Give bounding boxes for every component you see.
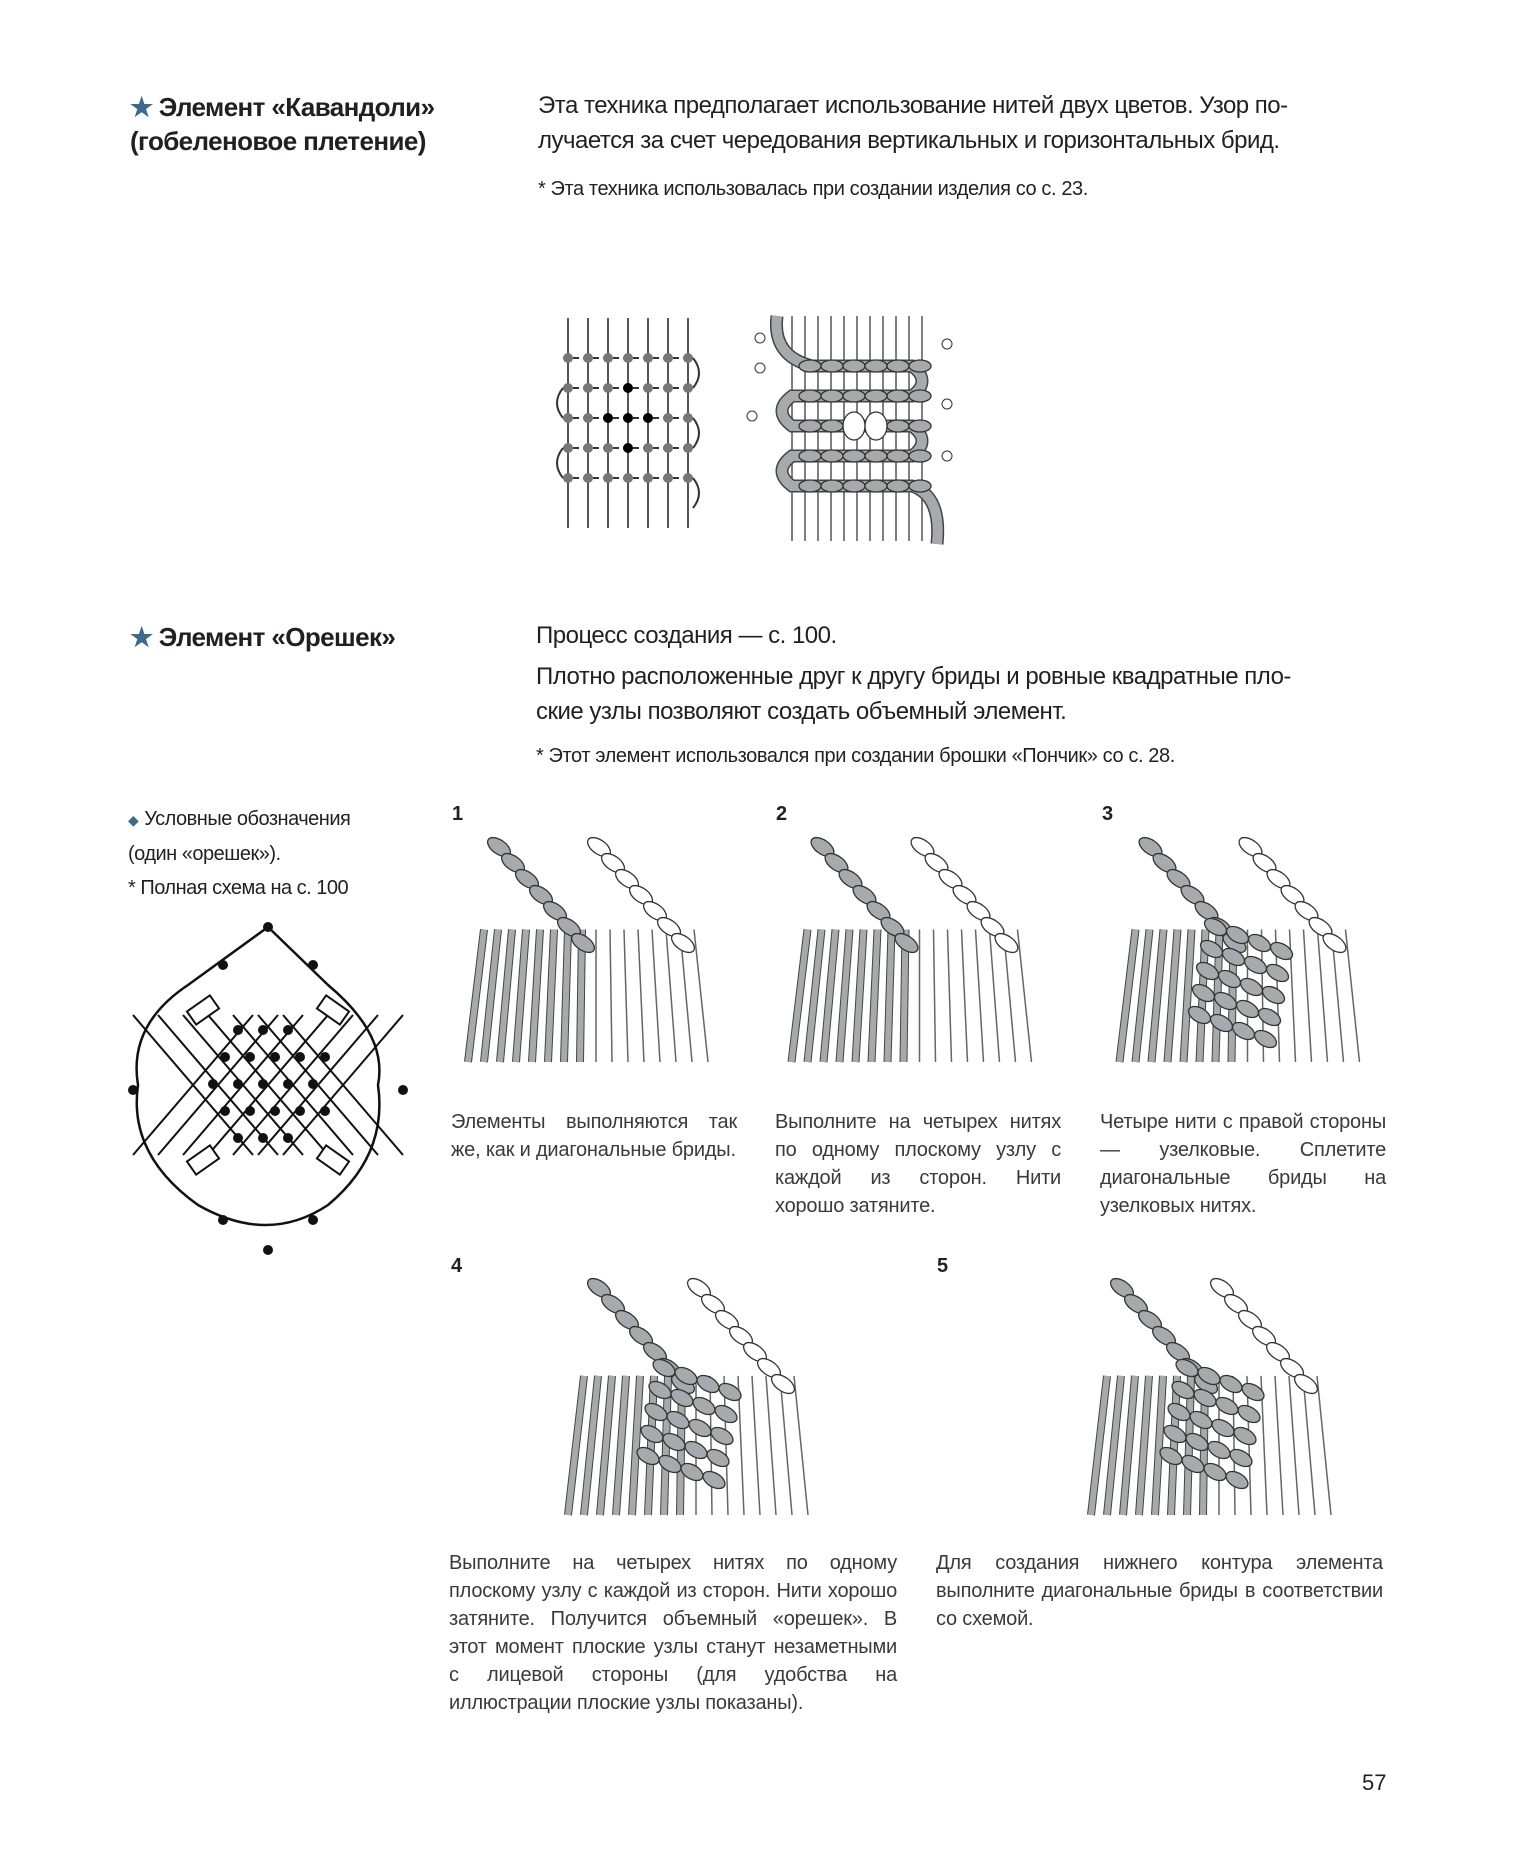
pin-icon [942, 451, 952, 461]
knot-bead [887, 450, 909, 462]
knot-dot [603, 413, 613, 423]
knot-dot [233, 1133, 243, 1143]
knot-bead [865, 360, 887, 372]
process-reference: Процесс создания — с. 100. [536, 622, 837, 649]
body-line: Эта техника предполагает использование нитей двух цветов. Узор по- [538, 92, 1288, 119]
knot-dot [623, 473, 633, 483]
gray-knot [1242, 953, 1270, 977]
thread [1303, 1376, 1315, 1515]
thread [468, 930, 484, 1063]
knot-dot [220, 1106, 230, 1116]
turn-curve [693, 478, 699, 508]
knot-dot [218, 1215, 228, 1225]
knot-dot [398, 1085, 408, 1095]
knot-bead [909, 420, 931, 432]
step-number: 4 [451, 1255, 463, 1277]
gray-knot [686, 1416, 714, 1440]
step-number: 2 [776, 803, 788, 825]
knot-dot [583, 473, 593, 483]
legend [128, 802, 350, 905]
thread [780, 1376, 792, 1515]
knot-bead [799, 390, 821, 402]
thread [824, 930, 836, 1063]
knot-dot [283, 1079, 293, 1089]
knot-dot [623, 413, 633, 423]
thread [1317, 1376, 1331, 1515]
knot-dot [563, 353, 573, 363]
step-caption: Четыре нити с правой стороны — узелковые. Сплетите диагональные бриды на узелковых нитях. [1100, 1111, 1386, 1217]
knot-dot [583, 443, 593, 453]
thread [632, 1376, 640, 1515]
knot-dot [270, 1052, 280, 1062]
section1-body [538, 88, 1398, 158]
body-line: лучается за счет чередования вертикальных и горизонтальных брид. [538, 127, 1280, 154]
gray-knot [1209, 1416, 1237, 1440]
step-caption: Выполните на четырех нитях по одному плоскому узлу с каждой из сторон. Нити хорошо затяните. [775, 1111, 1061, 1217]
title-line: (гобеленовое плетение) [130, 126, 426, 156]
thread [808, 930, 822, 1063]
step-caption: Для создания нижнего контура элемента выполните диагональные бриды в соответствии со схемой. [936, 1552, 1383, 1630]
cavandoli-illustration [752, 316, 972, 546]
thread [1018, 930, 1032, 1063]
knot-bead [909, 390, 931, 402]
thread [624, 930, 628, 1063]
turn-curve [557, 448, 563, 478]
pin-icon [755, 333, 765, 343]
thread [792, 930, 808, 1063]
knot-dot [583, 383, 593, 393]
knot-bead [799, 360, 821, 372]
knot-dot [603, 353, 613, 363]
knot-bead [799, 480, 821, 492]
step-caption: Элементы выполняются так же, как и диагональные бриды. [451, 1111, 737, 1161]
thread [1136, 930, 1150, 1063]
knot-dot [218, 960, 228, 970]
knot-dot [263, 922, 273, 932]
diamond-bullet-icon: ◆ [128, 812, 139, 828]
knot-dot [128, 1085, 138, 1095]
thread [872, 930, 878, 1063]
knot-dot [643, 383, 653, 393]
knot-bead [865, 450, 887, 462]
turn-curve [693, 358, 699, 388]
knot-dot [683, 413, 693, 423]
knot-bead [799, 420, 821, 432]
knot-dot [643, 353, 653, 363]
thread [564, 930, 568, 1063]
gray-knot [700, 1468, 728, 1492]
gray-knot [1260, 983, 1288, 1007]
knot-dot [663, 353, 673, 363]
thread [1091, 1376, 1107, 1515]
knot-bead [909, 360, 931, 372]
outline [137, 927, 380, 1225]
knot-dot [563, 413, 573, 423]
step-1-illustration [459, 817, 729, 1067]
knot-bead [843, 450, 865, 462]
knot-dot [308, 1079, 318, 1089]
gray-knot [1246, 931, 1274, 955]
thread [1275, 1376, 1283, 1515]
thread [500, 930, 512, 1063]
title-line: Элемент «Кавандоли» [158, 92, 435, 122]
knot-dot [563, 443, 573, 453]
knot-dot [623, 383, 633, 393]
knot-dot [623, 353, 633, 363]
knot-bead [821, 420, 843, 432]
knot-dot [683, 473, 693, 483]
pin-icon [942, 399, 952, 409]
knot-dot [320, 1052, 330, 1062]
star-icon: ★ [130, 92, 153, 122]
thread [794, 1376, 808, 1515]
knot-bead [843, 480, 865, 492]
gray-knot [690, 1394, 718, 1418]
pin-icon [942, 339, 952, 349]
thread [976, 930, 984, 1063]
thread [694, 930, 708, 1063]
thread [584, 1376, 598, 1515]
knot-bead [887, 420, 909, 432]
section-title-cavandoli [130, 90, 434, 158]
thread [484, 930, 498, 1063]
knot-dot [233, 1079, 243, 1089]
gray-knot [1213, 1394, 1241, 1418]
legend-note: * Полная схема на с. 100 [128, 877, 349, 899]
knot-dot [295, 1052, 305, 1062]
knot-bead [865, 412, 887, 440]
gray-knot [694, 1372, 722, 1396]
oreshek-scheme-diagram [128, 915, 418, 1280]
knot-dot [683, 353, 693, 363]
step-5-illustration [1050, 1258, 1384, 1520]
knot-dot [623, 443, 633, 453]
knot-dot [233, 1025, 243, 1035]
thread [948, 930, 952, 1063]
knot-dot [603, 383, 613, 393]
knot-dot [258, 1079, 268, 1089]
thread [752, 1376, 760, 1515]
knot-bead [887, 360, 909, 372]
knot-dot [643, 473, 653, 483]
cavandoli-scheme-diagram [548, 318, 708, 533]
body-line: Плотно расположенные друг к другу бриды и ровные квадратные пло- [536, 663, 1291, 690]
knot-bead [909, 480, 931, 492]
thread [568, 1376, 584, 1515]
thread [1152, 930, 1164, 1063]
thread [666, 930, 676, 1063]
flat-knot-box [317, 1145, 349, 1174]
thread [1233, 1376, 1235, 1515]
knot-dot [295, 1106, 305, 1116]
knot-dot [263, 1245, 273, 1255]
thread [766, 1376, 776, 1515]
step-2-illustration [775, 817, 1060, 1067]
knot-dot [245, 1106, 255, 1116]
knot-bead [887, 480, 909, 492]
knot-dot [603, 443, 613, 453]
knot-dot [603, 473, 613, 483]
thread [1107, 1376, 1121, 1515]
section2-note: * Этот элемент использовался при создании брошки «Пончик» со с. 28. [536, 745, 1175, 767]
thread [610, 930, 612, 1063]
thread [532, 930, 540, 1063]
knot-dot [663, 443, 673, 453]
knot-bead [821, 360, 843, 372]
gray-knot [1252, 1027, 1280, 1051]
knot-dot [583, 353, 593, 363]
legend-subtitle: (один «орешек»). [128, 843, 281, 865]
knot-bead [821, 390, 843, 402]
knot-bead [843, 412, 865, 440]
turn-curve [557, 388, 563, 418]
gray-knot [1256, 1005, 1284, 1029]
pin-icon [747, 411, 757, 421]
thread [856, 930, 864, 1063]
section1-note: * Эта техника использовалась при создании изделия со с. 23. [538, 178, 1088, 200]
thread [1184, 930, 1192, 1063]
thread [1171, 1376, 1177, 1515]
gray-knot [1223, 1468, 1251, 1492]
thread [548, 930, 554, 1063]
thread [934, 930, 936, 1063]
knot-bead [865, 390, 887, 402]
thread [1318, 930, 1328, 1063]
thread [1346, 930, 1360, 1063]
thread [1289, 1376, 1299, 1515]
thread [1120, 930, 1136, 1063]
gray-knot [1217, 1372, 1245, 1396]
knot-dot [320, 1106, 330, 1116]
flat-knot-box [187, 995, 219, 1024]
thread [1155, 1376, 1163, 1515]
thread [1123, 1376, 1135, 1515]
knot-dot [308, 1215, 318, 1225]
gray-knot [704, 1446, 732, 1470]
step-number: 5 [937, 1255, 949, 1277]
thread [710, 1376, 712, 1515]
knot-dot [663, 473, 673, 483]
knot-dot [283, 1025, 293, 1035]
knot-dot [220, 1052, 230, 1062]
body-line: ские узлы позволяют создать объемный элемент. [536, 698, 1067, 725]
thread [962, 930, 968, 1063]
knot-dot [283, 1133, 293, 1143]
knot-bead [909, 450, 931, 462]
knot-dot [663, 413, 673, 423]
knot-bead [843, 360, 865, 372]
step-number: 1 [452, 803, 464, 825]
flat-knot-box [187, 1145, 219, 1174]
gray-knot [1238, 975, 1266, 999]
thread [648, 1376, 654, 1515]
knot-bead [865, 480, 887, 492]
knot-dot [643, 413, 653, 423]
knot-dot [663, 383, 673, 393]
knot-dot [643, 443, 653, 453]
section2-body [536, 618, 1396, 729]
knot-bead [821, 480, 843, 492]
step-3-illustration [1103, 817, 1388, 1067]
thread [888, 930, 892, 1063]
star-icon: ★ [130, 622, 153, 652]
knot-dot [270, 1106, 280, 1116]
thread [652, 930, 660, 1063]
knot-dot [683, 383, 693, 393]
thread [1304, 930, 1312, 1063]
knot-bead [843, 390, 865, 402]
gray-knot [1231, 1424, 1259, 1448]
gray-knot [708, 1424, 736, 1448]
step-caption: Выполните на четырех нитях по одному плоскому узлу с каждой из сторон. Нити хорошо затяните. Получится объемный «орешек». В этот момент плоские узлы станут незаметными с лицевой стороны (для удобства на иллюстрации плоские узлы показаны). [449, 1552, 897, 1714]
pin-icon [755, 363, 765, 373]
knot-dot [563, 473, 573, 483]
knot-bead [799, 450, 821, 462]
title-line: Элемент «Орешек» [158, 622, 396, 652]
knot-bead [821, 450, 843, 462]
knot-dot [583, 413, 593, 423]
knot-dot [683, 443, 693, 453]
thread [990, 930, 1000, 1063]
knot-dot [563, 383, 573, 393]
step-4-illustration [548, 1258, 840, 1520]
knot-dot [308, 960, 318, 970]
knot-dot [208, 1079, 218, 1089]
knot-dot [258, 1133, 268, 1143]
knot-dot [258, 1025, 268, 1035]
page-number: 57 [1362, 1770, 1387, 1795]
thread [638, 930, 644, 1063]
section-title-oreshek [130, 620, 395, 654]
thread [600, 1376, 612, 1515]
knot-dot [245, 1052, 255, 1062]
gray-knot [1227, 1446, 1255, 1470]
knot-bead [887, 390, 909, 402]
legend-title: Условные обозначения [144, 808, 351, 830]
step-number: 3 [1102, 803, 1114, 825]
turn-curve [693, 418, 699, 448]
